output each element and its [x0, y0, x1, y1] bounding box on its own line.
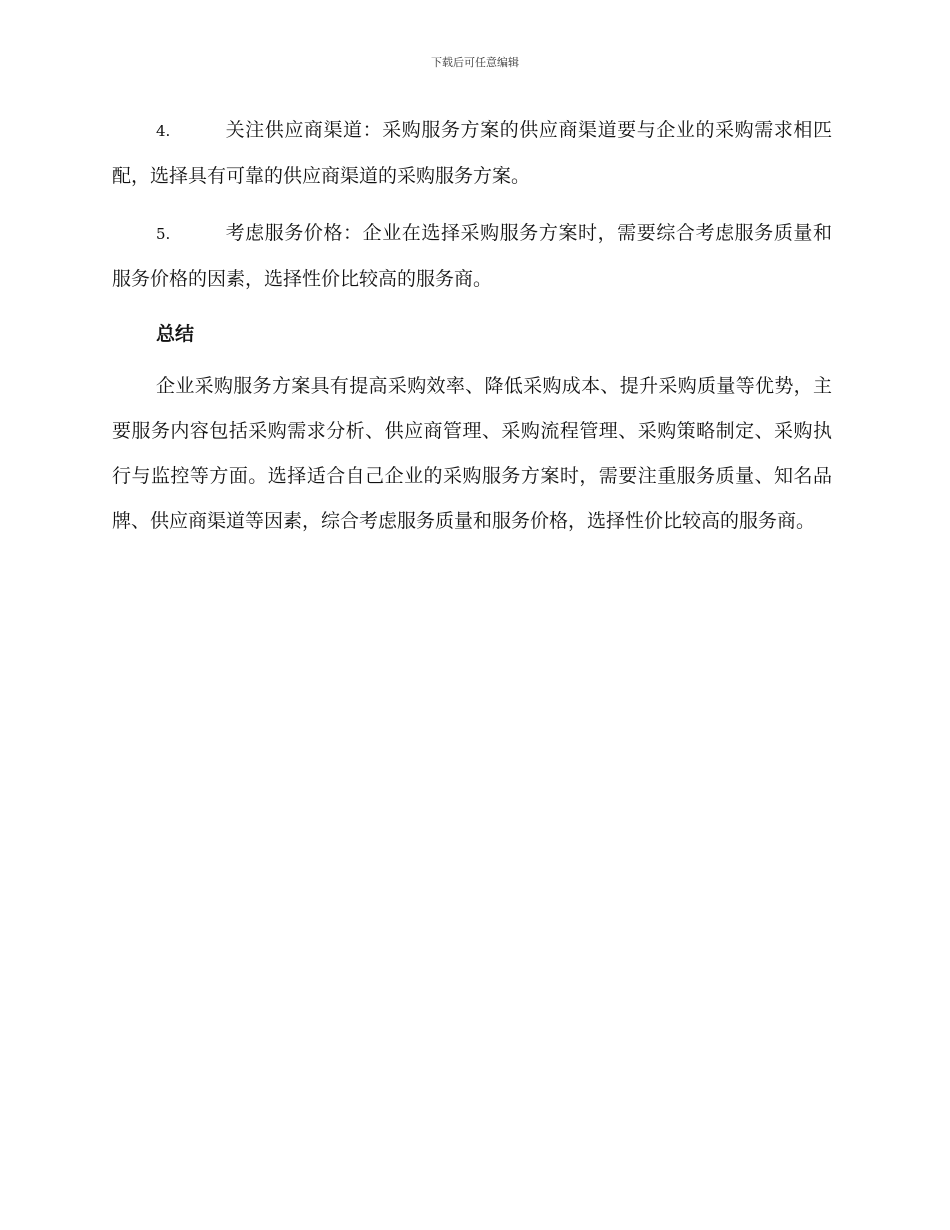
summary-paragraph: 企业采购服务方案具有提高采购效率、降低采购成本、提升采购质量等优势，主要服务内容包括采购需求分析、供应商管理、采购流程管理、采购策略制定、采购执行与监控等方面。选择适合自己企业的采购服务方案时，需要注重服务质量、知名品牌、供应商渠道等因素，综合考虑服务质量和服务价格，选择性价比较高的服务商。: [112, 375, 832, 532]
page-header: 下载后可任意编辑: [431, 56, 519, 69]
list-text: 考虑服务价格：企业在选择采购服务方案时，需要综合考虑服务质量和服务价格的因素，选择性价比较高的服务商。: [112, 222, 832, 290]
list-item-4: [112, 108, 832, 199]
section-heading-summary: 总结: [156, 323, 195, 345]
list-number: 4.: [156, 122, 171, 140]
document-body: [112, 108, 832, 556]
list-text: 关注供应商渠道：采购服务方案的供应商渠道要与企业的采购需求相匹配，选择具有可靠的供应商渠道的采购服务方案。: [112, 119, 832, 187]
list-item-5: [112, 211, 832, 302]
list-number: 5.: [156, 225, 171, 243]
